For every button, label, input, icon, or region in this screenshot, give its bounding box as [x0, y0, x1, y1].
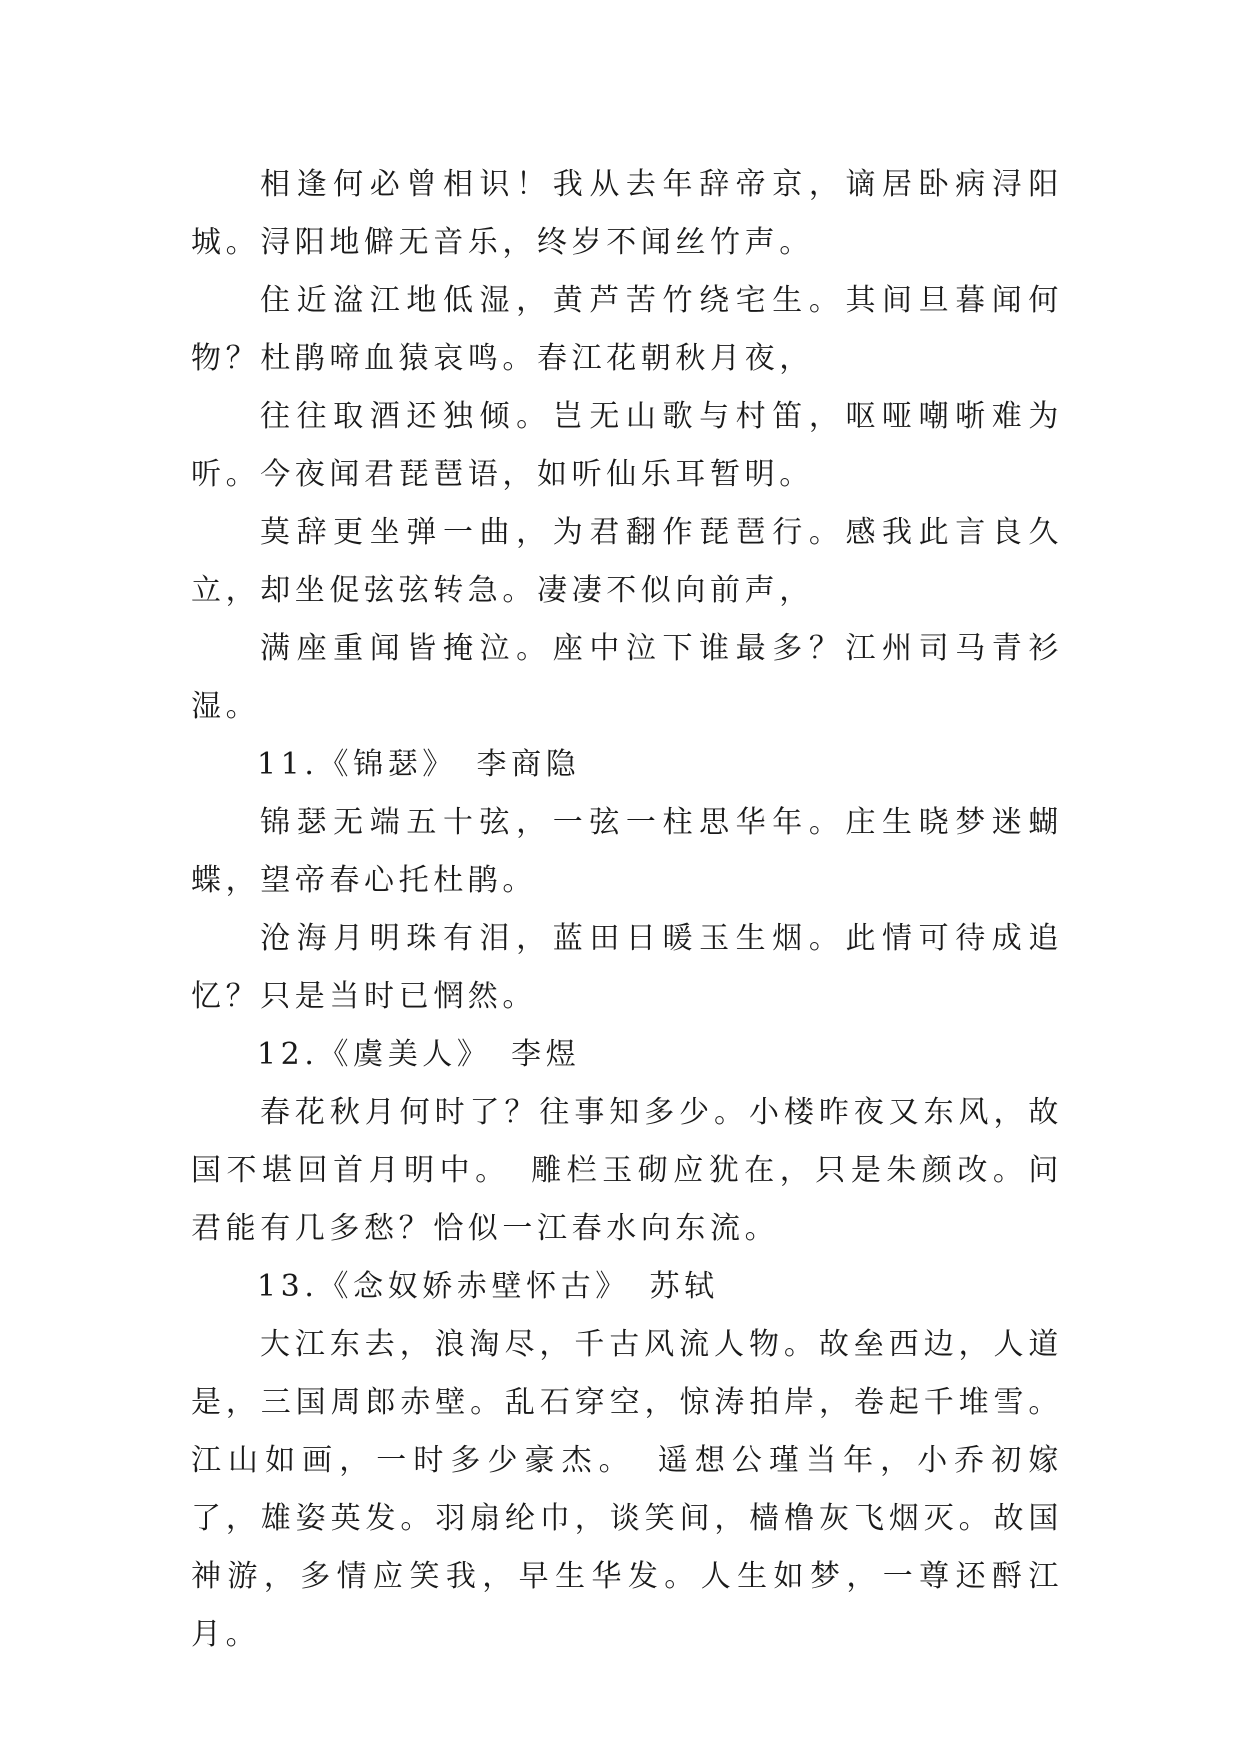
poem-paragraph: 满座重闻皆掩泣。座中泣下谁最多？江州司马青衫湿。 [191, 631, 1063, 724]
poem-paragraph: 春花秋月何时了？往事知多少。小楼昨夜又东风，故国不堪回首月明中。 雕栏玉砌应犹在，只是朱颜改。问君能有几多愁？恰似一江春水向东流。 [191, 1095, 1063, 1246]
document-page [191, 156, 1063, 1664]
poem-paragraph: 锦瑟无端五十弦，一弦一柱思华年。庄生晓梦迷蝴蝶，望帝春心托杜鹃。 [191, 805, 1063, 898]
poem-paragraph: 大江东去，浪淘尽，千古风流人物。故垒西边，人道是，三国周郎赤壁。乱石穿空，惊涛拍岸，卷起千堆雪。江山如画，一时多少豪杰。 遥想公瑾当年，小乔初嫁了，雄姿英发。羽扇纶巾，谈笑间，樯橹灰飞烟灭。故国神游，多情应笑我，早生华发。人生如梦，一尊还酹江月。 [191, 1327, 1063, 1652]
poem-paragraph: 往往取酒还独倾。岂无山歌与村笛，呕哑嘲哳难为听。今夜闻君琵琶语，如听仙乐耳暂明。 [191, 399, 1063, 492]
poem-title-heading: 13.《念奴娇赤壁怀古》 苏轼 [257, 1269, 719, 1304]
poem-title-heading: 12.《虞美人》 李煜 [257, 1037, 581, 1072]
poem-paragraph: 相逢何必曾相识！我从去年辞帝京，谪居卧病浔阳城。浔阳地僻无音乐，终岁不闻丝竹声。 [191, 167, 1063, 260]
poem-paragraph: 沧海月明珠有泪，蓝田日暖玉生烟。此情可待成追忆？只是当时已惘然。 [191, 921, 1063, 1014]
poem-paragraph: 住近湓江地低湿，黄芦苦竹绕宅生。其间旦暮闻何物？杜鹃啼血猿哀鸣。春江花朝秋月夜， [191, 283, 1063, 376]
poem-paragraph: 莫辞更坐弹一曲，为君翻作琵琶行。感我此言良久立，却坐促弦弦转急。凄凄不似向前声， [191, 515, 1063, 608]
poem-title-heading: 11.《锦瑟》 李商隐 [257, 747, 581, 782]
